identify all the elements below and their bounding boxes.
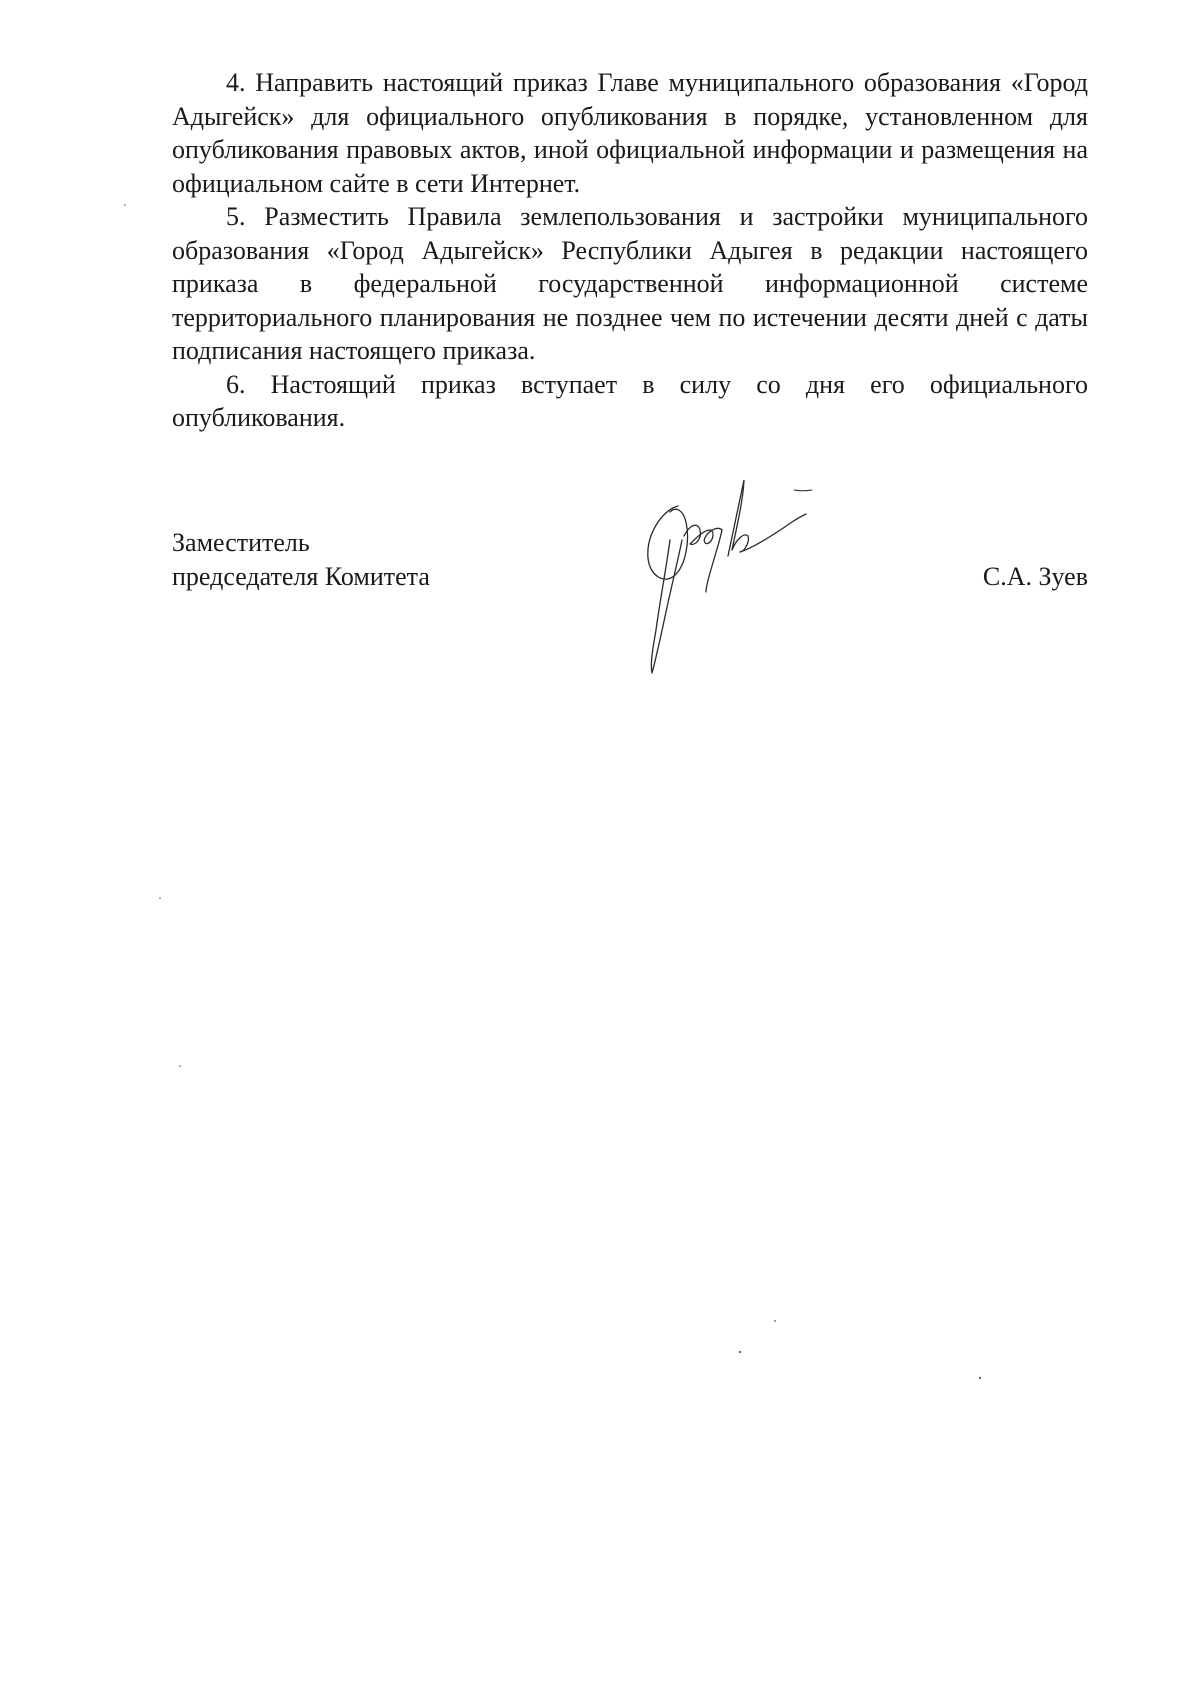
paragraph-5: 5. Разместить Правила землепользования и застройки муниципального образования «Город Адыгейск» Республики Адыгея в редакции настоящего приказа в федеральной государственной информационной системе территориального планирования не позднее чем по истечении десяти дней с даты подписания настоящего приказа. bbox=[172, 202, 1088, 365]
signer-position bbox=[172, 526, 430, 593]
paragraph-4: 4. Направить настоящий приказ Главе муниципального образования «Город Адыгейск» для официального опубликования в порядке, установленном для опубликования правовых актов, иной официальной информации и размещения на официальном сайте в сети Интернет. bbox=[172, 68, 1088, 198]
signer-position-line-2: председателя Комитета bbox=[172, 561, 430, 591]
signer-position-line-1: Заместитель bbox=[172, 528, 310, 557]
handwritten-signature bbox=[640, 480, 840, 700]
signer-name: С.А. Зуев bbox=[982, 561, 1088, 591]
document-body bbox=[172, 66, 1088, 435]
paragraph-6: 6. Настоящий приказ вступает в силу со дня его официального опубликования. bbox=[172, 369, 1088, 432]
signature-block bbox=[172, 526, 1088, 686]
